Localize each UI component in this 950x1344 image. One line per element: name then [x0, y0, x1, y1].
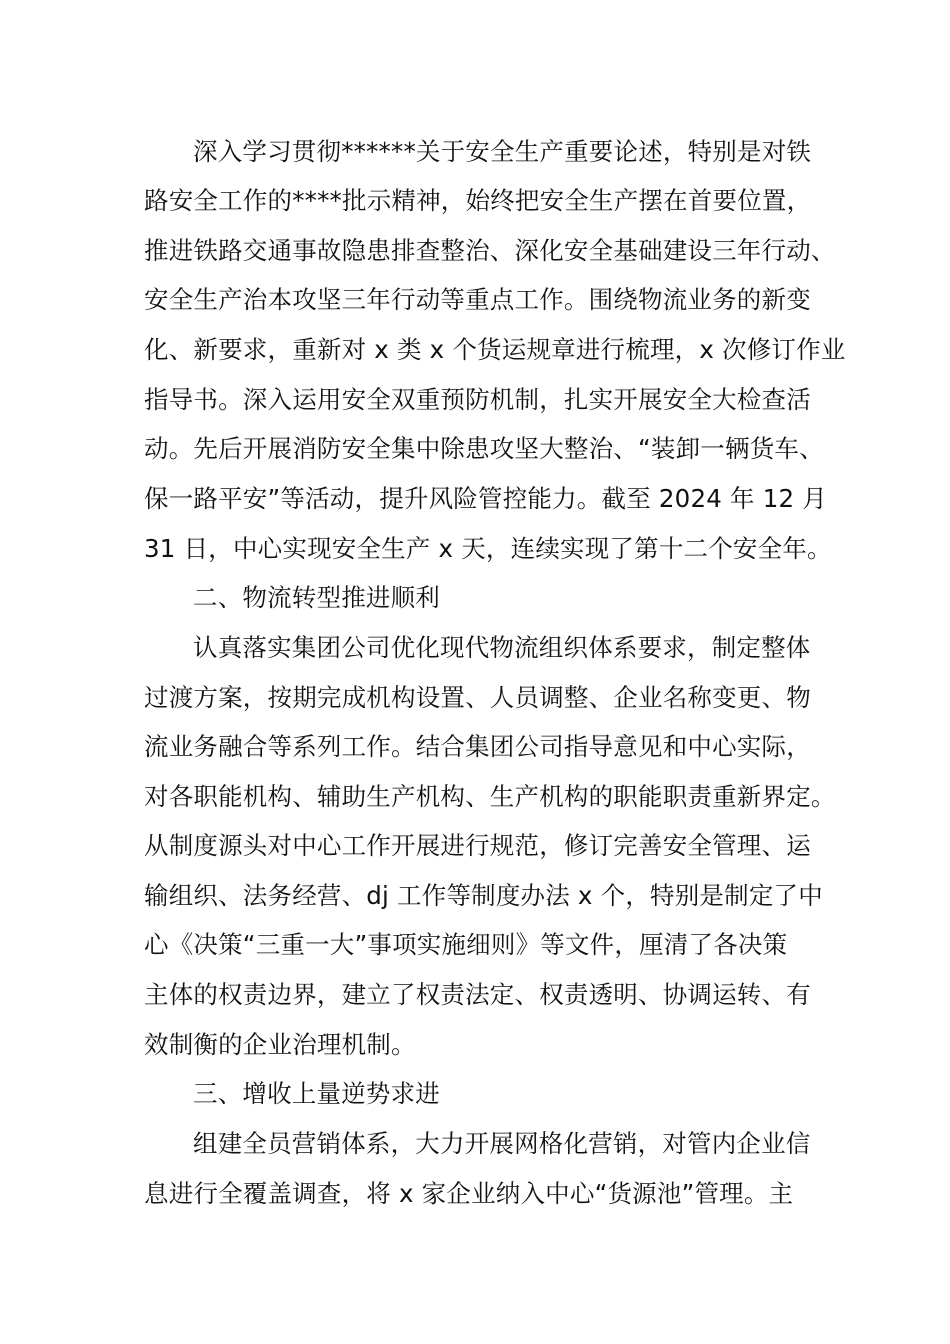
paragraph-line: 效制衡的企业治理机制。	[144, 1030, 416, 1059]
paragraph-line: 31 日，中心实现安全生产 x 天，连续实现了第十二个安全年。	[144, 534, 832, 563]
paragraph-line: 过渡方案，按期完成机构设置、人员调整、企业名称变更、物	[144, 683, 811, 712]
paragraph-line: 推进铁路交通事故隐患排查整治、深化安全基础建设三年行动、	[144, 236, 836, 265]
paragraph-line: 动。先后开展消防安全集中除患攻坚大整治、“装卸一辆货车、	[144, 434, 824, 463]
paragraph-line: 深入学习贯彻******关于安全生产重要论述，特别是对铁	[193, 137, 812, 166]
paragraph-line: 主体的权责边界，建立了权责法定、权责透明、协调运转、有	[144, 980, 811, 1009]
section-heading: 三、增收上量逆势求进	[193, 1079, 440, 1108]
paragraph-line: 输组织、法务经营、dj 工作等制度办法 x 个，特别是制定了中	[144, 881, 823, 910]
paragraph-line: 对各职能机构、辅助生产机构、生产机构的职能职责重新界定。	[144, 782, 836, 811]
paragraph-line: 从制度源头对中心工作开展进行规范，修订完善安全管理、运	[144, 831, 811, 860]
paragraph-line: 认真落实集团公司优化现代物流组织体系要求，制定整体	[193, 633, 811, 662]
section-heading: 二、物流转型推进顺利	[193, 583, 440, 612]
paragraph-line: 心《决策“三重一大”事项实施细则》等文件，厘清了各决策	[144, 930, 788, 959]
paragraph-line: 指导书。深入运用安全双重预防机制，扎实开展安全大检查活	[144, 385, 811, 414]
paragraph-line: 息进行全覆盖调查，将 x 家企业纳入中心“货源池”管理。主	[144, 1179, 794, 1208]
paragraph-line: 安全生产治本攻坚三年行动等重点工作。围绕物流业务的新变	[144, 285, 811, 314]
paragraph-line: 组建全员营销体系，大力开展网格化营销，对管内企业信	[193, 1129, 811, 1158]
paragraph-line: 路安全工作的****批示精神，始终把安全生产摆在首要位置，	[144, 186, 812, 215]
paragraph-line: 化、新要求，重新对 x 类 x 个货运规章进行梳理，x 次修订作业	[144, 335, 846, 364]
paragraph-line: 保一路平安”等活动，提升风险管控能力。截至 2024 年 12 月	[144, 484, 827, 513]
paragraph-line: 流业务融合等系列工作。结合集团公司指导意见和中心实际，	[144, 732, 811, 761]
